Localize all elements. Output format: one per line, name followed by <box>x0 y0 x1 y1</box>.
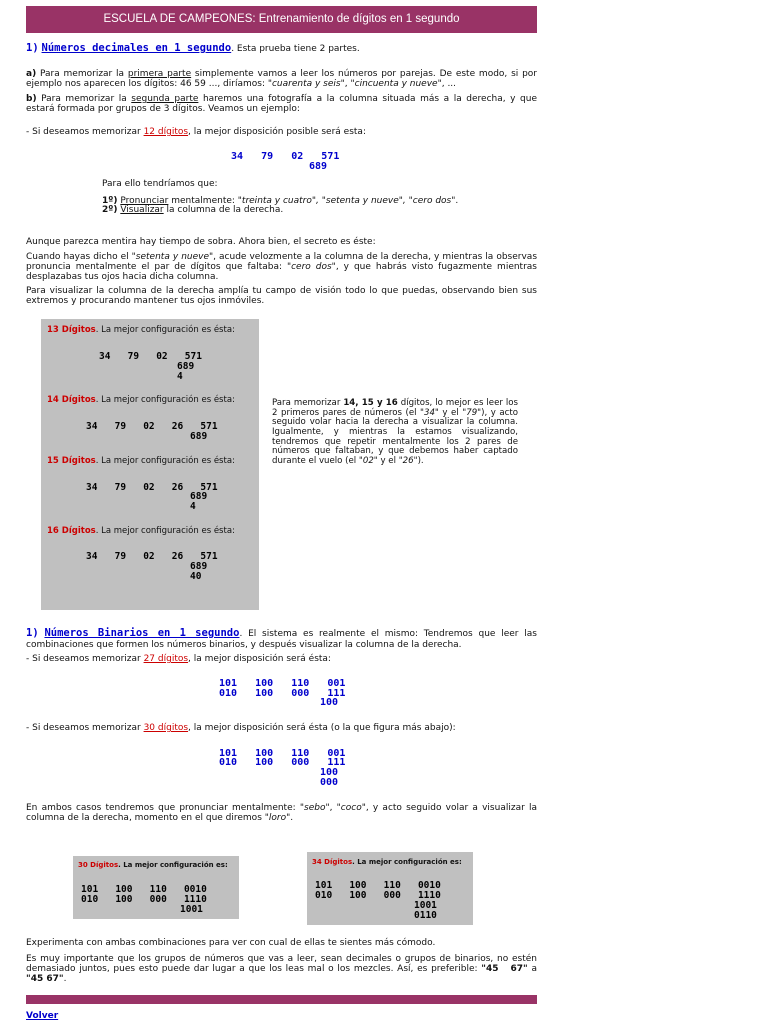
config-13-row2: 689 <box>177 361 195 372</box>
config-suffix: . La mejor configuración es ésta: <box>95 395 235 405</box>
section-decimal-heading <box>26 43 537 55</box>
link-27-digitos[interactable]: 27 dígitos <box>143 654 189 664</box>
box34-row2: 010 100 000 1110 <box>315 890 441 901</box>
text: - Si deseamos memorizar <box>26 127 144 137</box>
example-30-row3: 100 <box>320 767 339 778</box>
paragraph-experimenta: Experimenta con ambas combinaciones para ver con cual de ellas te sientes más cómodo. <box>26 938 436 948</box>
paragraph-cuando <box>26 252 537 282</box>
config-14-row1: 34 79 02 26 571 <box>86 421 218 432</box>
decimal-config-box <box>41 319 259 610</box>
heading-rest: . El sistema es realmente el mismo: Tendremos que leer las combinaciones que formen los números binarios, y después visualizar la columna de la derecha. <box>26 629 537 650</box>
italic: "34" <box>420 407 439 418</box>
example-12-row1: 34 79 02 571 <box>231 151 340 162</box>
text: . <box>455 196 459 206</box>
italic: "cero dos" <box>286 262 336 273</box>
underlined-primera: primera parte <box>127 69 192 79</box>
italic: "setenta y nueve" <box>131 252 214 262</box>
config-16-label <box>47 527 235 537</box>
box30-row1: 101 100 110 0010 <box>81 884 207 895</box>
text: , ... <box>441 79 457 90</box>
config-label: 14 Dígitos <box>47 395 96 405</box>
text: - Si deseamos memorizar <box>26 723 144 733</box>
box34-row1: 101 100 110 0010 <box>315 880 441 891</box>
example-27-row2: 010 100 000 111 <box>219 688 346 699</box>
box34-row3: 1001 <box>414 900 437 911</box>
label-b: b) <box>26 94 37 104</box>
step-label: 2º) <box>102 205 118 215</box>
text: simplemente vamos a leer los números por parejas. De este modo, si por ejemplo nos aparecen los dígitos: 46 59 ..., diríamos: <box>26 69 537 90</box>
text: En ambos casos tendremos que pronunciar mentalmente: <box>26 803 300 813</box>
box30-label <box>78 862 228 870</box>
example-27-line <box>26 654 537 664</box>
config-16-row2: 689 <box>190 561 208 572</box>
bold: 14, 15 y 16 <box>343 398 398 408</box>
text: mentalmente: <box>168 196 238 206</box>
config-15-row3: 4 <box>190 501 196 512</box>
label-a: a) <box>26 69 37 79</box>
text: ). <box>417 455 424 466</box>
example-30-row1: 101 100 110 001 <box>219 748 346 759</box>
config-label: 13 Dígitos <box>47 325 96 335</box>
example-30-row4: 000 <box>320 777 339 788</box>
page-title-bar <box>26 6 537 33</box>
step-2 <box>102 205 522 215</box>
text: , la mejor disposición será ésta: <box>188 654 331 664</box>
page-title: ESCUELA DE CAMPEONES: Entrenamiento de dígitos en 1 segundo <box>103 13 460 26</box>
paragraph-a <box>26 69 537 89</box>
binary-34-box <box>307 852 473 925</box>
example-30-row2: 010 100 000 111 <box>219 757 346 768</box>
text: , y acto seguido volar a visualizar la columna de la derecha, momento en el que diremos <box>26 803 537 824</box>
italic: "26" <box>398 455 418 466</box>
italic: "02" <box>358 455 378 466</box>
section-number: 1) <box>26 627 39 639</box>
text: Es muy importante que los grupos de números que vas a leer, sean decimales o grupos de binarios, no estén demasiado juntos, pues esto puede dar lugar a que los leas mal o los mezcles. Así, es preferible: <box>26 954 537 975</box>
box30-row3: 1001 <box>180 904 203 915</box>
footer <box>26 1011 58 1021</box>
config-16-row3: 40 <box>190 571 202 582</box>
text: la columna de la derecha. <box>163 205 284 215</box>
binary-section-link[interactable]: Números Binarios en 1 segundo <box>44 627 240 639</box>
box30-row2: 010 100 000 1110 <box>81 894 207 905</box>
example-30-line <box>26 723 537 733</box>
text: Para memorizar la <box>36 94 132 104</box>
text: , y que habrás visto fugazmente mientras desplazabas tus ojos hacia dicha columna. <box>26 262 537 283</box>
footer-bar <box>26 995 537 1004</box>
steps-intro: Para ello tendríamos que: <box>102 179 218 189</box>
text: . <box>63 974 67 985</box>
config-suffix: . La mejor configuración es ésta: <box>95 325 235 335</box>
paragraph-ambos <box>26 803 537 823</box>
config-13-row1: 34 79 02 571 <box>99 351 202 362</box>
config-13-row3: 4 <box>177 371 183 382</box>
config-suffix: . La mejor configuración es: <box>118 861 228 869</box>
box34-label <box>312 859 462 867</box>
text: Para memorizar la <box>36 69 128 79</box>
italic: "coco" <box>336 803 366 813</box>
example-12-line <box>26 127 537 137</box>
link-12-digitos[interactable]: 12 dígitos <box>143 127 189 137</box>
box34-row4: 0110 <box>414 910 437 921</box>
italic: "treinta y cuatro", "setenta y nueve", "cero dos" <box>237 196 456 206</box>
text: y el <box>438 407 463 418</box>
text: , <box>329 803 337 813</box>
italic: "loro" <box>264 813 291 824</box>
bold: "45 67" <box>481 964 528 975</box>
config-15-row1: 34 79 02 26 571 <box>86 482 218 493</box>
text: ), y acto seguido volar hacia la derecha a visualizar la columna. Igualmente, y mientras la estamos visualizando, tendremos que repetir mentalmente los 2 pares de números que faltaban, y que debemos haber captado durante el vuelo (el <box>272 407 518 466</box>
italic: "79" <box>462 407 482 418</box>
italic: "cuarenta y seis" <box>267 79 345 90</box>
section-number: 1) <box>26 42 39 54</box>
config-label: 34 Dígitos <box>312 858 353 866</box>
config-suffix: . La mejor configuración es: <box>352 858 462 866</box>
italic: "cincuenta y nueve" <box>350 79 442 90</box>
text: , acude velozmente a la columna de la derecha, y mientras la observas pronuncia mentalmente el par de dígitos que faltaba: <box>26 252 538 273</box>
config-label: 30 Dígitos <box>78 861 119 869</box>
example-27-row1: 101 100 110 001 <box>219 678 346 689</box>
paragraph-b <box>26 94 537 114</box>
binary-30-box <box>73 856 239 919</box>
text: - Si deseamos memorizar <box>26 654 144 664</box>
underlined-pronunciar: Pronunciar <box>120 196 169 206</box>
section-binary-heading <box>26 628 537 650</box>
back-link[interactable]: Volver <box>26 1011 59 1021</box>
step-label: 1º) <box>102 196 118 206</box>
text: haremos una fotografía a la columna situada más a la derecha, y que estará formada por grupos de 3 dígitos. Veamos un ejemplo: <box>26 94 537 115</box>
text: dígitos, lo mejor es leer los 2 primeros pares de números (el <box>272 398 518 418</box>
config-label: 16 Dígitos <box>47 526 96 536</box>
text: Cuando hayas dicho el <box>26 252 132 262</box>
example-27-row3: 100 <box>320 697 339 708</box>
text: a <box>527 964 537 975</box>
text: . <box>290 813 294 824</box>
config-14-label <box>47 396 235 406</box>
config-15-row2: 689 <box>190 491 208 502</box>
paragraph-secret: Aunque parezca mentira hay tiempo de sobra. Ahora bien, el secreto es éste: <box>26 237 376 247</box>
config-13-label <box>47 326 235 336</box>
underlined-visualizar: Visualizar <box>120 205 164 215</box>
config-label: 15 Dígitos <box>47 456 96 466</box>
text: Para memorizar <box>272 398 344 408</box>
text: y el <box>377 455 399 466</box>
link-30-digitos[interactable]: 30 dígitos <box>143 723 189 733</box>
paragraph-importante <box>26 954 537 984</box>
config-16-row1: 34 79 02 26 571 <box>86 551 218 562</box>
text: , la mejor disposición será ésta (o la que figura más abajo): <box>188 723 456 733</box>
config-14-row2: 689 <box>190 431 208 442</box>
example-12-row2: 689 <box>309 161 328 172</box>
underlined-segunda: segunda parte <box>131 94 199 104</box>
config-suffix: . La mejor configuración es ésta: <box>95 526 235 536</box>
heading-rest: . Esta prueba tiene 2 partes. <box>231 44 360 54</box>
config-15-label <box>47 457 235 467</box>
text: , <box>344 79 351 90</box>
text: , la mejor disposición posible será esta: <box>188 127 366 137</box>
italic: "sebo" <box>299 803 330 813</box>
bold: "45 67" <box>26 974 64 985</box>
side-explanation <box>272 399 518 466</box>
decimal-section-link[interactable]: Números decimales en 1 segundo <box>41 42 232 54</box>
paragraph-visualizar: Para visualizar la columna de la derecha amplía tu campo de visión todo lo que puedas, observando bien sus extremos y procurando mantener tus ojos inmóviles. <box>26 286 537 307</box>
config-suffix: . La mejor configuración es ésta: <box>95 456 235 466</box>
